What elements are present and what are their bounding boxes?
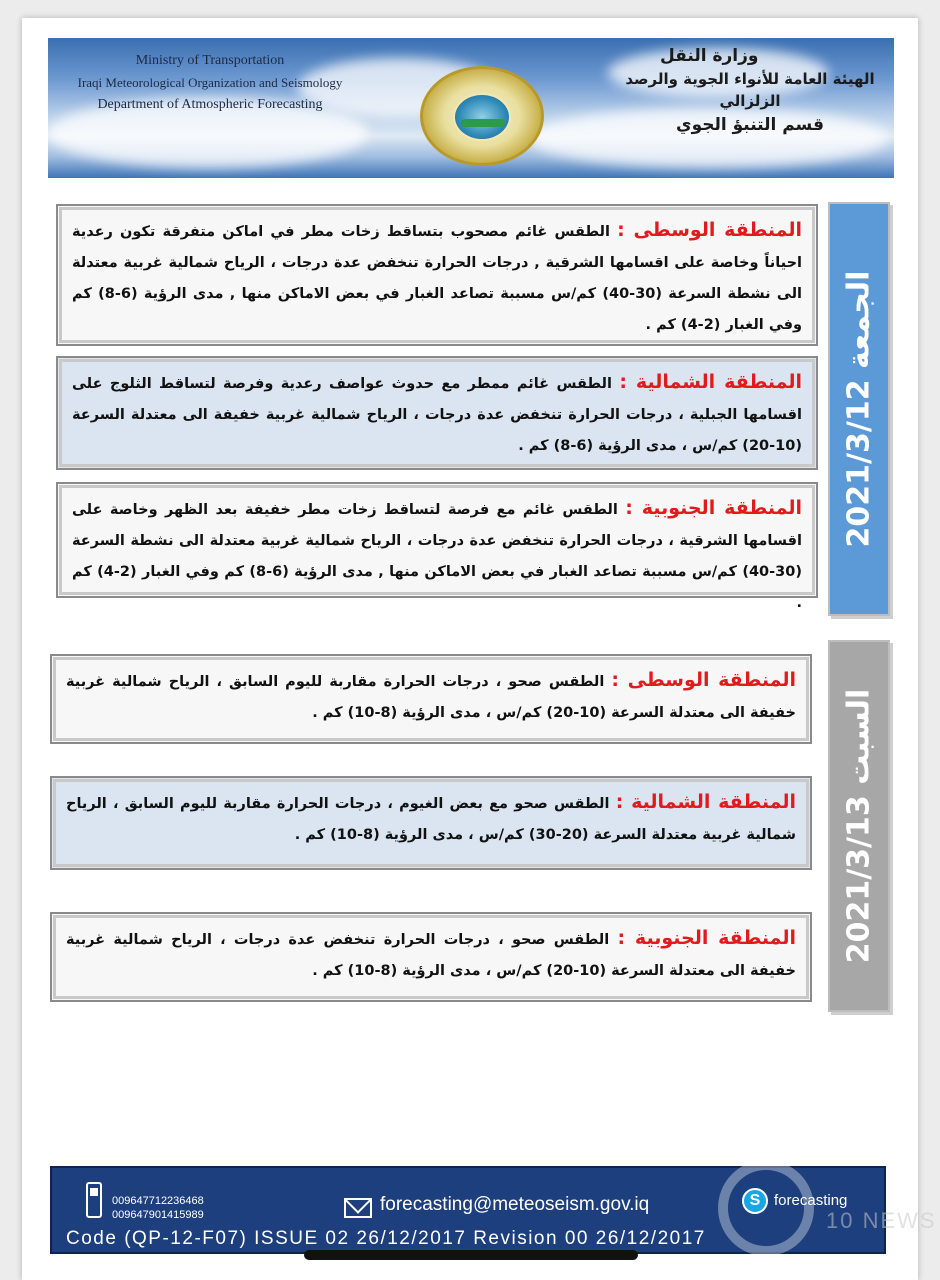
forecast-text: الطقس صحو ، درجات الحرارة تنخفض عدة درجات ، الرياح شمالية غربية خفيفة الى معتدلة السرعة (10-20) كم/س ، مدى الرؤية (8-10) كم . — [66, 932, 796, 979]
home-indicator-bar[interactable] — [304, 1250, 638, 1260]
header-arabic — [620, 44, 880, 138]
forecast-central-friday — [56, 204, 818, 346]
date-tab-saturday — [828, 640, 890, 1012]
forecast-text: الطقس غائم ممطر مع حدوث عواصف رعدية وفرصة لتساقط الثلوج على اقسامها الجبلية ، درجات الحرارة تنخفض عدة درجات ، الرياح شمالية غربية خفيفة الى معتدلة السرعة (10-20) كم/س ، مدى الرؤية (6-8) كم . — [72, 376, 802, 454]
date-label-saturday: السبت 2021/3/13 — [841, 688, 877, 964]
forecast-north-friday — [56, 356, 818, 470]
forecast-south-saturday — [50, 912, 812, 1002]
header-banner — [48, 38, 894, 178]
date-label-friday: الجمعة 2021/3/12 — [841, 270, 877, 548]
forecast-text: الطقس غائم مصحوب بتساقط زخات مطر في اماكن متفرقة تكون رعدية احياناً وخاصة على اقسامها الشرقية , درجات الحرارة تنخفض عدة درجات ، الرياح شمالية غربية معتدلة الى نشطة السرعة (30-40) كم/س مسببة تصاعد الغبار في بعض الاماكن منها , مدى الرؤية (6-8) كم وفي الغبار (2-4) كم . — [72, 224, 802, 333]
region-name: المنطقة الوسطى : — [617, 219, 802, 241]
organization-name-ar: الهيئة العامة للأنواء الجوية والرصد الزلزالي — [625, 70, 875, 110]
department-name-en: Department of Atmospheric Forecasting — [97, 97, 323, 112]
forecast-south-friday — [56, 482, 818, 611]
forecast-central-saturday — [50, 654, 812, 744]
header-english — [60, 50, 360, 116]
phone-number-2: 009647901415989 — [112, 1209, 204, 1221]
email-address: forecasting@meteoseism.gov.iq — [380, 1194, 650, 1215]
seal-logo-icon — [420, 66, 544, 166]
phone-number-1: 009647712236468 — [112, 1195, 204, 1207]
skype-handle: forecasting — [774, 1192, 848, 1209]
forecast-north-saturday — [50, 776, 812, 870]
document-code: Code (QP-12-F07) ISSUE 02 26/12/2017 Revision 00 26/12/2017 — [66, 1228, 706, 1249]
forecast-text: الطقس غائم مع فرصة لتساقط زخات مطر خفيفة بعد الظهر وخاصة على اقسامها الشرقية ، درجات الحرارة تنخفض عدة درجات ، الرياح شمالية غربية معتدلة الى نشطة السرعة (30-40) كم/س مسببة تصاعد الغبار في بعض الاماكن منها , مدى الرؤية (6-8) كم وفي الغبار (2-4) كم . — [72, 502, 802, 611]
ministry-name-ar: وزارة النقل — [660, 46, 759, 66]
mail-icon — [344, 1198, 372, 1218]
region-name: المنطقة الجنوبية : — [625, 497, 802, 519]
date-tab-friday — [828, 202, 890, 616]
forecast-text: الطقس صحو مع بعض الغيوم ، درجات الحرارة مقاربة لليوم السابق ، الرياح شمالية غربية معتدلة السرعة (20-30) كم/س ، مدى الرؤية (8-10) كم . — [66, 796, 796, 843]
ministry-name-en: Ministry of Transportation — [135, 53, 285, 68]
skype-icon: S — [742, 1188, 768, 1214]
forecast-text: الطقس صحو ، درجات الحرارة مقاربة لليوم السابق ، الرياح شمالية غربية خفيفة الى معتدلة السرعة (10-20) كم/س ، مدى الرؤية (8-10) كم . — [66, 674, 796, 721]
organization-name-en: Iraqi Meteorological Organization and Seismology — [77, 75, 343, 90]
region-name: المنطقة الجنوبية : — [617, 927, 796, 949]
phone-icon — [86, 1182, 102, 1218]
region-name: المنطقة الوسطى : — [611, 669, 796, 691]
department-name-ar: قسم التنبؤ الجوي — [676, 115, 824, 135]
region-name: المنطقة الشمالية : — [619, 371, 802, 393]
region-name: المنطقة الشمالية : — [615, 791, 796, 813]
watermark-ring — [718, 1160, 814, 1256]
phone-numbers — [112, 1194, 204, 1222]
watermark-text: 10 NEWS — [826, 1208, 937, 1233]
